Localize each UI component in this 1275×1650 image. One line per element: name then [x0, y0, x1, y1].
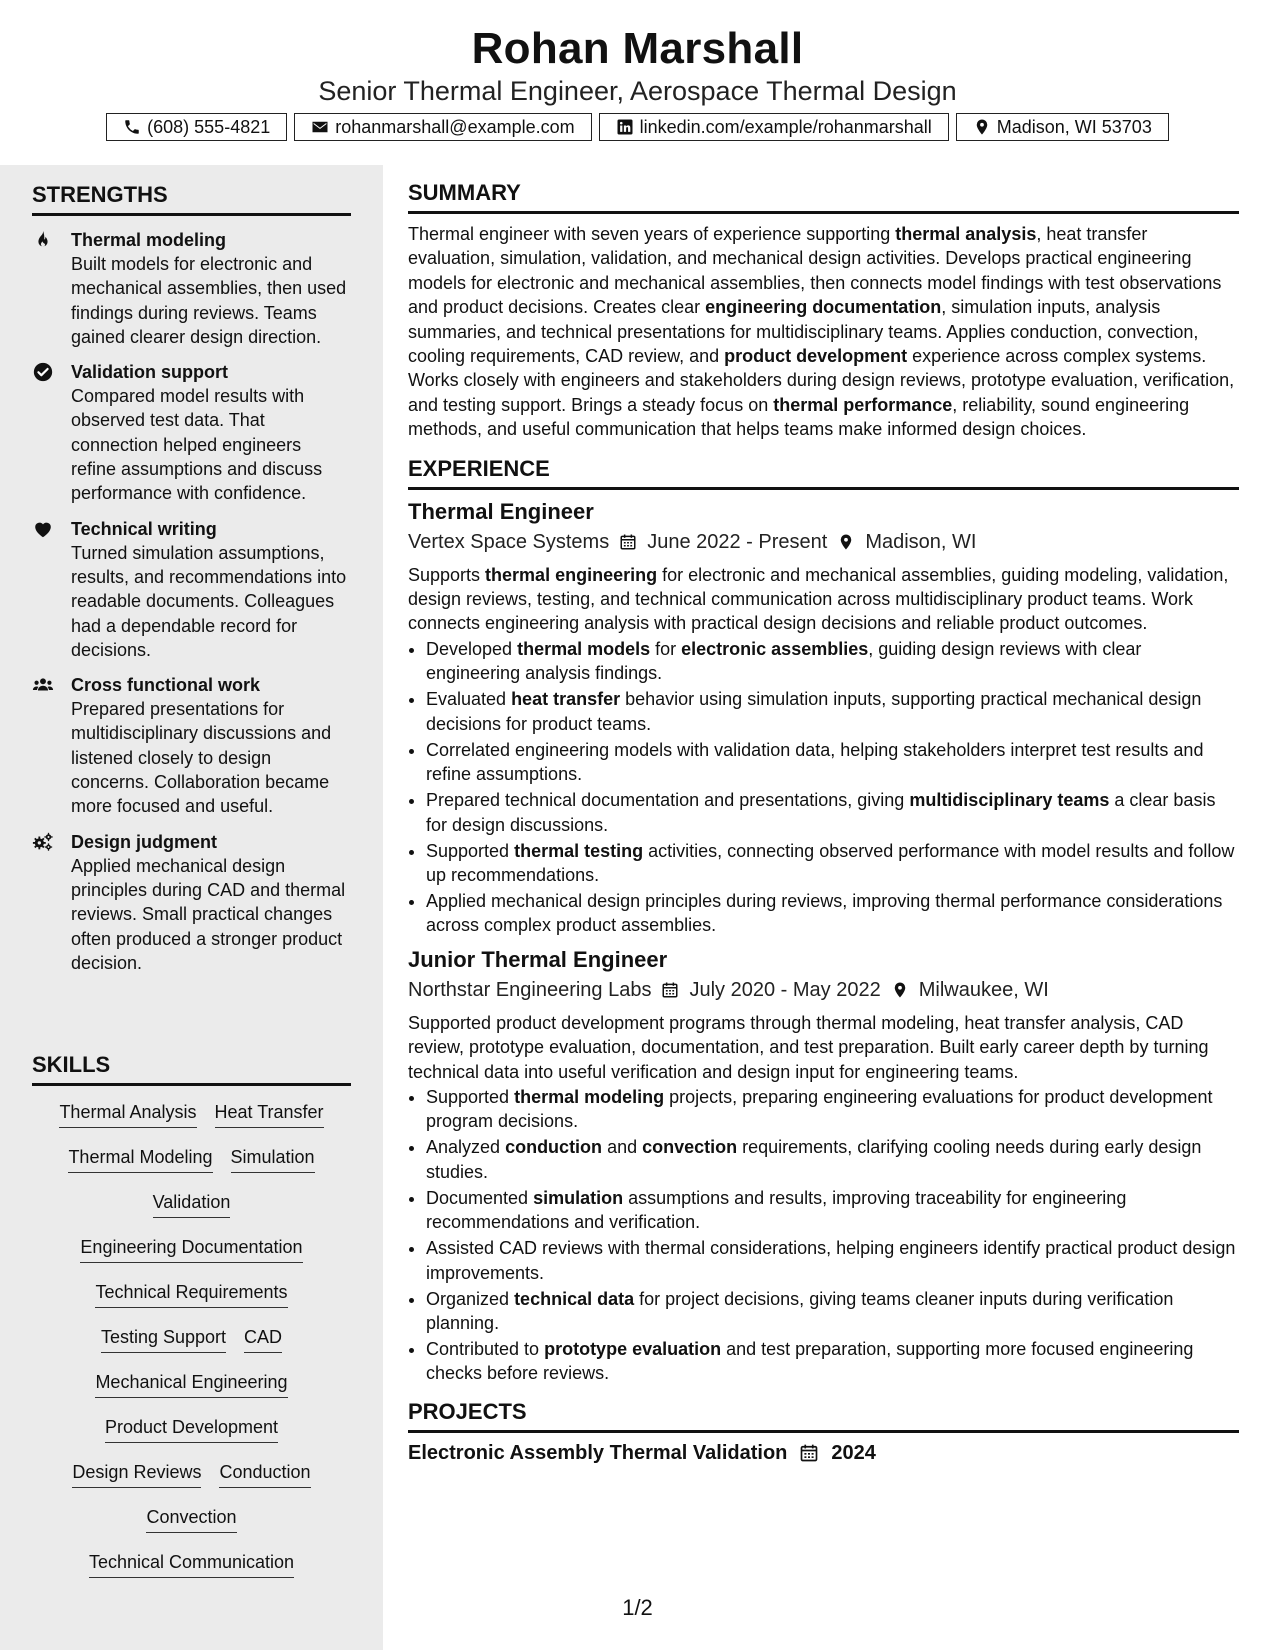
text-run: experience across complex systems. Works closely with engineers and stakeholders during design reviews, prototype evaluation, verification, and testing support. Brings a steady focus on: [408, 346, 1235, 415]
bold-term: product development: [724, 346, 908, 367]
experience-heading: EXPERIENCE: [408, 456, 1239, 490]
text-run: Applied mechanical design principles during reviews, improving thermal performance considerations across complex product assemblies.: [426, 890, 1223, 936]
text-run: behavior using simulation inputs, supporting practical mechanical design decisions for product teams.: [426, 689, 1202, 734]
text-run: for electronic and mechanical assemblies, guiding modeling, validation, design reviews, testing, and technical communication across multidisciplinary product teams. Work connects engineering analysis with practical design decisions and reliable product outcomes.: [408, 564, 1229, 634]
bold-term: thermal analysis: [895, 224, 1037, 244]
job-bullets: [408, 637, 1239, 938]
bold-term: heat transfer: [511, 689, 621, 710]
skill-row: [32, 1235, 351, 1280]
skill-tag: Thermal Modeling: [68, 1145, 212, 1173]
contact-location[interactable]: [956, 113, 1169, 141]
bold-term: engineering documentation: [705, 297, 942, 318]
job-company: Vertex Space Systems: [408, 530, 610, 553]
calendar-icon: [619, 533, 637, 551]
project-item: [408, 1439, 1239, 1467]
job-bullets: [408, 1085, 1239, 1386]
contact-linkedin[interactable]: [599, 113, 949, 141]
text-run: activities, connecting observed performance with model results and follow up recommendations.: [426, 840, 1235, 885]
text-run: , reliability, sound engineering methods, and useful communication that helps teams make informed design choices.: [408, 394, 1190, 440]
contact-email[interactable]: [294, 113, 591, 141]
text-run: and test preparation, supporting more focused engineering checks before reviews.: [426, 1338, 1194, 1384]
text-run: Organized: [426, 1288, 515, 1309]
text-run: Supported product development programs through thermal modeling, heat transfer analysis, CAD review, prototype evaluation, documentation, and test preparation. Built early career depth by turning technical data into useful verification and design input for engineering teams.: [408, 1012, 1209, 1082]
job-location: Milwaukee, WI: [918, 978, 1049, 1001]
skill-tag: Testing Support: [101, 1325, 226, 1353]
text-run: Documented: [426, 1187, 534, 1208]
bold-term: thermal engineering: [485, 564, 658, 585]
page-number: 1/2: [622, 1595, 653, 1620]
skill-tag: CAD: [244, 1325, 282, 1353]
skills-list: [32, 1100, 351, 1595]
text-run: Correlated engineering models with validation data, helping stakeholders interpret test results and refine assumptions.: [426, 739, 1204, 785]
list-item: [426, 1085, 1239, 1134]
strength-item: [32, 830, 351, 975]
list-item: [426, 788, 1239, 837]
project-name: Electronic Assembly Thermal Validation: [408, 1441, 788, 1464]
skill-tag: Mechanical Engineering: [95, 1370, 287, 1398]
list-item: [426, 637, 1239, 686]
summary-heading: SUMMARY: [408, 180, 1239, 214]
list-item: [426, 839, 1239, 888]
job-entry: [408, 498, 1239, 938]
skill-tag: Validation: [153, 1190, 231, 1218]
skill-row: [32, 1280, 351, 1325]
list-item: [426, 1337, 1239, 1386]
summary-text: [408, 222, 1239, 442]
users-icon: [32, 674, 54, 696]
linkedin-icon: [616, 118, 634, 136]
strength-desc: Prepared presentations for multidisciplinary discussions and listened closely to design concerns. Collaboration became more focused and useful.: [71, 699, 332, 817]
list-item: [426, 1135, 1239, 1184]
skill-tag: Thermal Analysis: [59, 1100, 196, 1128]
text-run: Developed: [426, 638, 518, 659]
map-pin-icon: [837, 533, 855, 551]
candidate-title: Senior Thermal Engineer, Aerospace Thermal Design: [318, 76, 957, 106]
text-run: Evaluated: [426, 689, 512, 710]
flame-icon: [32, 229, 54, 251]
calendar-icon: [799, 1443, 819, 1463]
text-run: Supported: [426, 840, 515, 861]
skill-tag: Technical Requirements: [95, 1280, 287, 1308]
skills-heading: SKILLS: [32, 1052, 351, 1086]
skill-row: [32, 1460, 351, 1505]
text-run: Prepared technical documentation and presentations, giving: [426, 790, 910, 811]
text-run: a clear basis for design discussions.: [426, 790, 1216, 835]
skill-tag: Heat Transfer: [215, 1100, 324, 1128]
bold-term: electronic assemblies: [681, 638, 869, 659]
project-year: 2024: [831, 1441, 876, 1464]
sidebar: [0, 165, 383, 1650]
contact-linkedin-text: linkedin.com/example/rohanmarshall: [639, 116, 932, 137]
strength-name: Cross functional work: [71, 675, 261, 696]
map-pin-icon: [973, 118, 991, 136]
job-dates: July 2020 - May 2022: [689, 978, 881, 1001]
job-entry: [408, 946, 1239, 1386]
strength-item: [32, 673, 351, 818]
skill-row: [32, 1550, 351, 1595]
strength-desc: Compared model results with observed test data. That connection helped engineers refine assumptions and discuss performance with confidence.: [71, 386, 323, 504]
text-run: requirements, clarifying cooling needs during early design studies.: [426, 1137, 1202, 1182]
strength-item: [32, 517, 351, 662]
contact-email-text: rohanmarshall@example.com: [335, 116, 575, 137]
envelope-icon: [311, 118, 329, 136]
strength-item: [32, 360, 351, 505]
heart-icon: [32, 518, 54, 540]
job-company: Northstar Engineering Labs: [408, 978, 652, 1001]
contact-phone[interactable]: [106, 113, 287, 141]
list-item: [426, 687, 1239, 736]
skill-tag: Technical Communication: [89, 1550, 294, 1578]
jobs-list: [408, 498, 1239, 1386]
text-run: Contributed to: [426, 1338, 545, 1359]
candidate-name: Rohan Marshall: [471, 24, 804, 73]
text-run: Analyzed: [426, 1137, 506, 1158]
text-run: assumptions and results, improving traceability for engineering recommendations and verification.: [426, 1187, 1127, 1233]
skill-row: [32, 1505, 351, 1550]
gears-icon: [32, 831, 54, 853]
skill-row: [32, 1325, 351, 1370]
strengths-heading: STRENGTHS: [32, 182, 351, 216]
skill-tag: Design Reviews: [72, 1460, 201, 1488]
strength-desc: Built models for electronic and mechanical assemblies, then used findings during reviews. Teams gained clearer design direction.: [71, 254, 347, 347]
projects-heading: PROJECTS: [408, 1399, 1239, 1433]
main-content: [408, 180, 1239, 1467]
calendar-icon: [661, 981, 679, 999]
job-dates: June 2022 - Present: [647, 530, 828, 553]
contact-location-text: Madison, WI 53703: [996, 116, 1152, 137]
text-run: Supported: [426, 1086, 515, 1107]
skill-row: [32, 1415, 351, 1460]
strengths-section: [32, 182, 351, 986]
job-meta: [408, 528, 1239, 556]
strength-name: Thermal modeling: [71, 230, 227, 250]
text-run: projects, preparing engineering evaluations for product development program decisions.: [426, 1086, 1213, 1132]
strength-desc: Turned simulation assumptions, results, and recommendations into readable documents. Colleagues had a dependable record for decisions.: [71, 542, 347, 660]
resume-header: [0, 0, 1275, 107]
skill-tag: Simulation: [231, 1145, 315, 1173]
text-run: , heat transfer evaluation, simulation, validation, and mechanical design activities. Develops practical engineering models for electronic and mechanical assemblies, then connects model findings with test observations and product decisions. Creates clear: [408, 224, 1222, 318]
strength-name: Technical writing: [71, 518, 217, 539]
contact-phone-text: (608) 555-4821: [147, 116, 271, 137]
list-item: [426, 1236, 1239, 1285]
skill-row: [32, 1370, 351, 1415]
bold-term: multidisciplinary teams: [909, 790, 1110, 811]
list-item: [426, 738, 1239, 787]
skill-tag: Conduction: [219, 1460, 310, 1488]
strength-name: Design judgment: [71, 831, 218, 852]
check-circle-icon: [32, 361, 54, 383]
strength-name: Validation support: [71, 362, 229, 383]
job-meta: [408, 976, 1239, 1004]
text-run: , simulation inputs, analysis summaries, and technical presentations for multidisciplinary teams. Applies conduction, convection, cooling requirements, CAD review, and: [408, 297, 1199, 367]
bold-term: thermal models: [517, 638, 651, 659]
skill-tag: Engineering Documentation: [80, 1235, 302, 1263]
bold-term: thermal modeling: [514, 1086, 665, 1107]
text-run: Thermal engineer with seven years of experience supporting: [408, 224, 896, 244]
text-run: Supports: [408, 564, 486, 585]
skills-section: [32, 1052, 351, 1595]
phone-icon: [123, 118, 141, 136]
bold-term: conduction: [505, 1137, 603, 1158]
job-intro: [408, 563, 1239, 636]
bold-term: thermal testing: [514, 840, 644, 861]
skill-row: [32, 1190, 351, 1235]
strength-item: [32, 228, 351, 349]
bold-term: technical data: [514, 1288, 635, 1309]
job-intro: [408, 1011, 1239, 1084]
bold-term: simulation: [533, 1187, 624, 1208]
text-run: and: [602, 1137, 643, 1158]
strength-desc: Applied mechanical design principles during CAD and thermal reviews. Small practical changes often produced a stronger product decision.: [71, 855, 346, 973]
text-run: , guiding design reviews with clear engineering analysis findings.: [426, 638, 1142, 684]
skill-tag: Convection: [146, 1505, 236, 1533]
map-pin-icon: [891, 981, 909, 999]
job-title: Thermal Engineer: [408, 498, 594, 524]
bold-term: thermal performance: [773, 394, 953, 415]
bold-term: prototype evaluation: [544, 1338, 722, 1359]
skill-row: [32, 1100, 351, 1145]
skill-row: [32, 1145, 351, 1190]
list-item: [426, 1186, 1239, 1235]
job-location: Madison, WI: [865, 530, 977, 553]
text-run: for: [650, 638, 682, 659]
job-title: Junior Thermal Engineer: [408, 946, 668, 972]
contact-bar: [0, 113, 1275, 141]
text-run: for project decisions, giving teams cleaner inputs during verification planning.: [426, 1288, 1174, 1333]
skill-tag: Product Development: [105, 1415, 278, 1443]
list-item: [426, 1287, 1239, 1336]
text-run: Assisted CAD reviews with thermal considerations, helping engineers identify practical product design improvements.: [426, 1238, 1236, 1283]
list-item: [426, 889, 1239, 938]
bold-term: convection: [642, 1137, 738, 1158]
